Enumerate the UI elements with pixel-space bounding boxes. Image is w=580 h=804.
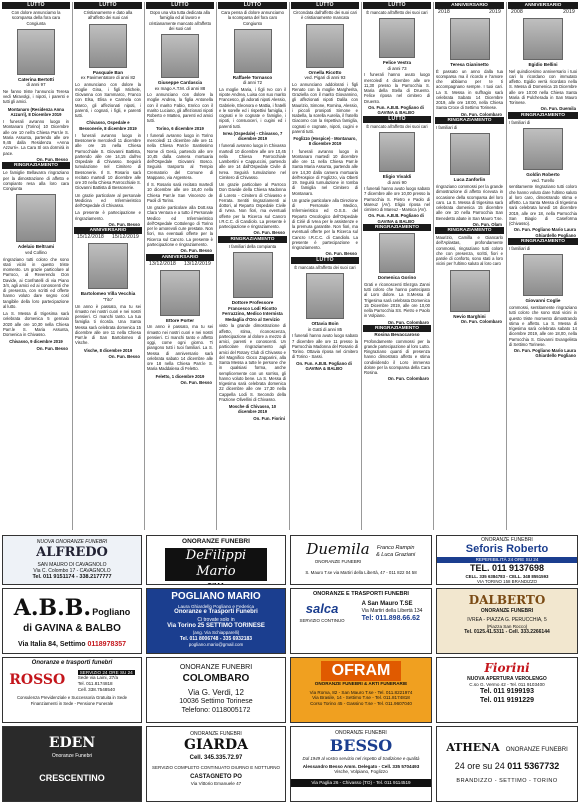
deceased-name: Ettore Porter: [165, 317, 195, 323]
notice-funeral: I funerali avranno luogo in Chivasso martedì 10 dicembre alle ore 10,45 nella Chiesa Parrocchiale Lambertini e Cappuccini, partendo alle ore 14 dall'Ospedale Civile di Ivrea. Seguirà tumulazione nel Cimitero di Chivasso.: [219, 143, 286, 180]
anniversario-header: ANNIVERSARIO: [74, 227, 142, 234]
portrait-photo: [16, 194, 56, 242]
anniversario-header: ANNIVERSARIO: [146, 254, 214, 261]
deceased-age: ex Pavimentatore di anni 82: [80, 75, 136, 81]
ad-giarda[interactable]: [146, 726, 286, 802]
portrait-photo: [306, 273, 344, 319]
ad-brand: Duemila: [306, 540, 370, 558]
notice-funeral: I funerali avranno luogo in Montanaro (Torino) 10 Dicembre alle ore 10 nell'a Chiesa Parr.le S. Maria Assunta, partendo alle ore 9,45 dalla Residenza «Anna Azzurri». La Cara Sl ora dormirà in pace.: [3, 119, 69, 156]
ad-brand: ALFREDO: [36, 545, 108, 561]
funeral-home-signature: On. Fun. Besso: [36, 156, 68, 162]
funeral-home-signature: On. Fun. Besso: [36, 345, 68, 351]
funeral-home-signature: On. Fun. Colombaro: [387, 376, 429, 382]
funeral-home-signature: On. Fun. Besso: [108, 221, 140, 227]
notice-body: I funerali hanno avuto luogo sabato 7 dicembre alle ore 11 presso la Parrocchia Madonna del Rosario di Torino. Ottavia riposa nel cimitero di Torino - Sassi.: [292, 333, 358, 360]
ad-brand: DeFilippi Mario: [165, 548, 267, 581]
ad-address: Via G. Verdi, 12: [188, 688, 244, 698]
ad-duemila[interactable]: [290, 535, 432, 585]
notice-body: Grati e riconoscenti Elezgra Zanni tutti coloro che hanno partecipato al Loro dolore. La S.Messa di Trigesima sarà celebrata Domenica 15 Dicembre 2019, alle ore 10,00 nella Parrocchia SS. Pietro e Paolo in Volpiano.: [364, 281, 430, 319]
notice-body: visto la grande dimostrazione di affetto, stima, riconoscenza, partecipazione al dolore a mezzo di amici, parenti e conoscenti. Un particolare ringraziamento agli amici del Rotary Club di Chivasso e del Magnifico Gioco Zapparini, alla Santa Messa a tutte le persone che in qualsiasi forma, anche semplicemente con un sorriso, gli hanno voluto bene. La S. Messa di trigesima sarà celebrata domenica 22 dicembre alle ore 17,30 nella Cappella Lodi S. Secondo della Frazione Olivellini di Chivasso.: [219, 323, 286, 402]
lutto-header: LUTTO: [2, 2, 70, 9]
ad-address: Via Roma, 82 - San Mauro T.se - Tel. 011.8221974: [309, 689, 413, 695]
ad-besso[interactable]: [290, 726, 432, 802]
notice-funeral: I funerali avranno luogo in Bessonerie mercoledì 11 dicembre alle ore 15 nella Chiesa Parrocchiale S. Giovanni Battista, partendo alle ore 14,15 dall'ex Ospedale di Chivasso. Seguirà tumulazione nel Cimitero di Bessonerie. Il S. Rosario sarà recitato martedì 10 dicembre alle ore 20 nella Chiesa Parrocchiale S. Giovanni Battista di Bessonerie.: [75, 132, 141, 191]
portrait-photo: [450, 133, 490, 175]
ad-ofram[interactable]: [290, 657, 432, 723]
deceased-title: Francesco Lodi Ricotto Ferrazzino, Medico Internista Medaglia d'Oro al Servizio: [222, 305, 283, 322]
ad-defilippi[interactable]: [146, 535, 286, 585]
ad-line: SERVIZIO COMPLETO CONTINUATO DIURNO E NOTTURNO: [152, 765, 280, 771]
ad-line: CASTAGNETO PO: [190, 773, 242, 780]
ad-phone: Tel. 0125.41.5311 - Cell. 333.2266144: [464, 629, 550, 636]
ad-address: IVREA - PIAZZA G. PERUCCHIA, 5: [467, 617, 547, 624]
ad-line: REPERIBILITÀ 24 ORE SU 24: [437, 557, 577, 563]
ringraziamento-intro: I familiari della compianta: [228, 243, 277, 249]
ad-brand: BESSO: [329, 736, 393, 756]
deceased-name: Goldin Roberto: [526, 172, 560, 178]
ad-phone: Tel. 011 9191229: [480, 696, 534, 704]
ad-address: C.so G. Vermo 42 - Tel. 011 9103400: [469, 682, 545, 688]
notice-body: Un anno è passato, ma tu sei rimasto nei nostri cuori e nei nostri pensieri. Ci manchi tanto. La tua famiglia ti ricorda. Una Santa Messa sarà celebrata domenica 15 dicembre alle ore 11 nella Chiesa Parr.le di San Bartolomeo di Vische.: [75, 303, 141, 346]
ad-line: Dal 1949 al vostro servizio nel rispetto di tradizione e qualità: [302, 756, 420, 762]
ad-line: ONORANZE E TRASPORTI FUNEBRI: [313, 591, 409, 597]
ad-address: Via Paglia 26 - Chivasso (TO) - Tel. 011 9114519: [291, 779, 431, 787]
ad-line: Onoranze e trasporti funebri: [31, 660, 113, 666]
deceased-name: Domenica Gorino: [377, 275, 417, 281]
ringraziamento-header: RINGRAZIAMENTO: [508, 238, 578, 245]
notice-body: Lo annunciano addolorati i figli Renato con la moglie Margherita, Graziella con il marito Giovannino, gli affezionati nipoti Dalila con Maurizio, Simone, Romina, Alessio, i piccoli pronipoti Simone e Isabella, la sorella Aurelia, il fratello Giacomo con la rispettiva famiglia, cognati e cognate, nipoti, cugini e parenti tutti.: [292, 81, 358, 134]
deceased-name: Raffaele Tornasco: [232, 74, 273, 80]
ad-brand: EDEN: [48, 735, 96, 751]
ad-line: ONORANZE FUNEBRI: [314, 558, 362, 564]
ad-salca[interactable]: [290, 588, 432, 654]
ad-phone: Telefono: 0118005172: [181, 707, 251, 714]
lutto-header: LUTTO: [363, 116, 431, 123]
notice-funeral: I funerali avranno luogo in Montanaro martedì 10 dicembre alle ore 11 nella Chiesa Parr.le Santa Maria Assunta, partendo alle ore 14,30 dalla camera mortuaria dell'Hospice di Foglizzo, via Oberti 19. Seguirà tumulazione in tomba di famiglia nel Cimitero di Montanaro.: [292, 148, 358, 196]
ad-phone: TEL. 011 9137698: [469, 562, 545, 573]
portrait-photo: [160, 270, 200, 316]
deceased-detail: ved Collino: [25, 250, 47, 256]
ringraziamento-intro: I familiari di: [436, 125, 458, 131]
notice-date: Mosche di Chivasso, 10 dicembre 2019: [228, 404, 277, 415]
ad-line: ONORANZE FUNEBRI: [182, 538, 250, 545]
notice-funeral: I funerali avranno luogo in Torino mercoledì 11 dicembre alle ore 11 nella Chiesa Parr.le Santissimo Nome di Gesù, partendo alle ore 10,45 dalla camera mortuaria dell'Ospedale Giovanni Bosco. Seguirà trasporto al Tempio Crematorio del Comune di Mappano, via Argentera.: [147, 132, 213, 180]
ringraziamento-header: RINGRAZIAMENTO: [363, 224, 431, 231]
notice-intro: Circondata dall'affetto dei suoi cari è cristianamente mancata: [293, 10, 357, 21]
notice-body: Un anno è passato, ma tu sei rimasto nei nostri cuori e nei nostri pensieri. Ci manchi tanto e affetto oggi, come ogni giorno. Ti piangono tutti i tuoi familiari. La S. Messa di anniversario sarà celebrata sabato 14 dicembre alle ore 18 nella Chiesa Parr.le S. Maria Maddalena di Feletto.: [147, 324, 213, 372]
ad-pogliano-mario[interactable]: [146, 588, 286, 654]
funeral-home-signature: On. Fun. Besso: [325, 251, 357, 257]
notice-thanks: Un grazie particolare alla Direzione di Personale Medico, Infermieristico ed O.S.S. del Reparto Oncologico dell'Ospedale di Ciriè di Ivrea per le assistenze e la premura garantite. Non fiori, ma eventuali offerte per la Ricerca sul Cancro I.R.C.C. di Candiolo. La presente è partecipazione e ringraziamento.: [292, 197, 358, 251]
deceased-nickname: "Tito": [102, 297, 114, 303]
lutto-header: LUTTO: [74, 2, 142, 9]
ad-address: Via Brasile, 14 - Settimo T.se - Tel. 011.8174818: [312, 695, 410, 701]
notice-intro: È mancato all'affetto dei suoi cari: [366, 10, 428, 15]
ad-line: Consulenza Previdenziale e Successoria Gratuita in Sede: [16, 695, 128, 701]
funeral-home-signature: On. Fun. Olam: [472, 221, 502, 227]
ad-line: [147, 583, 285, 585]
portrait-photo: [306, 24, 344, 68]
ad-address: Via Vittorio Emanuele 47: [190, 781, 242, 787]
ad-line: Ci trovate solo in: [197, 616, 235, 623]
ad-rosso[interactable]: [2, 657, 142, 723]
deceased-name: Giovanni Coglie: [525, 298, 561, 304]
ringraziamento-intro: I familiari di: [509, 246, 531, 252]
deceased-name: Ornella Ricotto: [308, 69, 342, 75]
notice-body: commossi, sentitamente ringraziano tutti coloro che sono stati vicini in questo triste momento dimostrando stima e affetto. La S. Messa di trigesima sarà celebrata sabato 14 dicembre 2019, alle ore 18,00, nella Parrocchia S. Giovanni Evangelista di Settimo Torinese.: [509, 305, 577, 347]
deceased-age: in Gatti di anni 85: [307, 326, 343, 332]
anniversary-end: 13/12/2019: [183, 260, 211, 267]
ad-line: Onoranze e Trasporti Funebri: [174, 609, 258, 616]
ad-brand: POGLIANO MARIO: [171, 591, 261, 602]
notice-body: ringraziano commossi per la grande dimostrazione di affetto ricevuta in occasione della scomparsa del loro caro. La S. Messa di trigesima sarà celebrata domenica 15 dicembre alle ore 10 nella Parrocchia San Benedetto abate in San Mauro T.se.: [436, 184, 503, 221]
notice-place: Foglizzo (Hospice) - Montanaro, 8 dicembre 2019: [293, 136, 357, 147]
ad-line: di GAVINA & BALBO: [23, 622, 121, 634]
ad-colombaro[interactable]: [146, 657, 286, 723]
portrait-photo: [233, 252, 273, 298]
ad-brand: Fiorini: [484, 661, 530, 675]
ad-brand: salca: [305, 601, 339, 617]
funeral-home-signature: On. Fun. Duemila: [540, 106, 576, 112]
funeral-home-signature: On. Fun. A.B.B. Pogliano di GAVINA & BALBO: [296, 360, 352, 371]
anniversary-start: 2008: [511, 9, 523, 15]
ad-phone: Alessandro Besso Amm. Delegato - Cell. 335 5704493: [302, 763, 420, 769]
ad-phone: 011 5367732: [507, 760, 560, 771]
funeral-home-signature: On. Fun. Colombaro: [460, 319, 502, 325]
ad-brand: A.B.B.: [13, 595, 92, 621]
ad-line: SERVIZIO CONTINUO: [299, 617, 345, 623]
deceased-name: Adelaio Beltrami: [17, 244, 55, 250]
ad-line: SAN MAURO DI CAVAGNOLO: [37, 561, 107, 568]
deceased-name: Ottavia Boin: [311, 321, 339, 327]
portrait-photo: [523, 18, 563, 60]
ad-line: 24 ore su 24: [454, 760, 505, 771]
anniversary-years: [435, 9, 504, 16]
anniversary-end: 2019: [563, 9, 575, 15]
ad-phone: Cell. 345.335.72.97: [189, 754, 243, 761]
funeral-home-signature: On. Fun. Besso: [180, 248, 212, 254]
portrait-photo: [88, 243, 128, 289]
portrait-photo: [89, 24, 127, 68]
deceased-name: Teresa Gianinetto: [450, 62, 489, 67]
notice-body: La moglie Maria, i figli Ivo con il nipote Andrea, Luisa con suo marito Francesco, gli adorati nipoti Alessio, Gabriele, Eleonora e Mattia, i fratelli e le sorelle ed i rispettivi famiglia, i cognati e le cognate e famiglie, i nipoti, i consuoceri, i cugini ed i parenti tutti.: [219, 86, 286, 129]
funeral-home-signature: On. Fun. Besso: [253, 230, 285, 236]
portrait-photo: [450, 18, 490, 60]
notice-place: Montanaro (Residenza Anna Azzurri), 8 Dicembre 2019: [7, 106, 65, 117]
funeral-home-signature: On. Fun. Colombaro: [387, 319, 429, 325]
ad-seforis[interactable]: [436, 535, 578, 585]
notice-intro: Cara pensa di dolore annunciamo la scomparsa del fora caro Congiunto: [221, 10, 284, 26]
ad-phone: Tel. 011 9151174 - 338.2177777: [32, 574, 112, 580]
column-8: [508, 2, 578, 359]
notice-intro: È mancata all'affetto dei suoi cari: [294, 264, 356, 270]
ad-line: (ang. Via Schiapparelli): [192, 630, 240, 636]
deceased-age: di anni 72: [242, 80, 263, 86]
ad-brand: Seforis Roberto: [465, 543, 549, 556]
anniversary-start: 13/12/2018: [149, 260, 177, 267]
ad-eden[interactable]: [2, 726, 142, 802]
ad-line: ONORANZE FUNEBRI & ARTI FUNERARIE: [314, 681, 408, 686]
ad-address: Corso Torino 45 - Gassino T.se - Tel. 011.9607040: [310, 701, 412, 707]
column-4: [218, 2, 287, 421]
notice-intro: Con dolore annunciamo la scomparsa della fora cara Congiunta: [11, 10, 61, 26]
notice-intro: È mancato all'affetto dei suoi cari: [366, 123, 428, 129]
notice-body: I funerali hanno avuto luogo sabato 7 dicembre alle ore 10,00 presso la Parrocchia S. Pietro e Paolo di Mareuz (AV). Eligio riposa nel cimitero di Mareuz - Marsica (AV).: [364, 186, 430, 213]
ad-line: NUOVA APERTURA VEROLENGO: [467, 676, 547, 682]
notice-body: È passato un anno dalla tua scomparsa ma il ricordo e l'amore che abbiamo per te ti accompagnano sempre. I tuoi cari. La S. Messa in suffragio sarà celebrata Sabato 14 Dicembre 2019, alle ore 18:00, nella Chiesa Santa Croce di Settimo Torinese.: [436, 68, 503, 111]
deceased-age: ex mago A.T.M. di anni 88: [154, 85, 206, 91]
ad-address: Via C. Colombo 17 - CAVAGNOLO: [33, 567, 111, 574]
funeral-home-ads: [0, 535, 580, 804]
notice-body: I funerali hanno avuto luogo mercoledì 4 dicembre alle ore 11,30 presso la Parrocchia S. Maria della Stella di Druento. Felice riposa nel cimitero di Druento.: [364, 72, 430, 104]
notice-body: Maurizio, Camilla e Giancarlo dell'Aplastas, profondamente commossi, ringraziano tutti coloro che con presenza, scritti, fiori e parole di conforto, sono stati a loro vicini per l'ultimo saluto al loro caro: [436, 235, 503, 267]
notice-body: Lo annunciano con dolore la moglie Andrea, la figlia Antonella con il marito Fabio, Enrico con il marito Luciano, gli affezionati nipoti Roberto e Matteo, parenti ed amici tutti.: [147, 92, 213, 124]
ad-line: Franco Rampin & Luca Graziani: [376, 545, 416, 559]
column-2: [74, 2, 142, 359]
ad-dalberto[interactable]: [436, 588, 578, 654]
ad-address: VIA TORINO 158 BRANDIZZO: [476, 579, 538, 585]
ad-brand: OFRAM: [321, 661, 401, 681]
deceased-name: Bartolomeo Villa Vecchia: [80, 291, 136, 297]
ad-brand: GIARDA: [183, 737, 248, 754]
ad-line: ONORANZE FUNEBRI: [481, 537, 533, 543]
ringraziamento-header: RINGRAZIAMENTO: [2, 162, 70, 169]
notice-body: ringraziano tutti coloro che sono stati vicini in questo triste momento. Un grazie particolare al Parroco, al Reverendo Don Davide, ai Confratelli di via Piano 3/4, agli amici ed ai conoscenti che di presenza, con scritti ed offerte hanno voluto dare segno così tangibile della loro partecipazione al lutto.: [3, 256, 69, 309]
deceased-name: Pasquale Ban: [92, 69, 124, 75]
ad-phone: Tel. 011 8006748 - 335 6932183: [179, 636, 253, 643]
funeral-home-signature: On. Fun. Pogliano Mario Laura Ghiardello Pogliano: [513, 348, 576, 359]
ad-address: Sede via Laini, 27/a: [77, 675, 119, 681]
column-7: [435, 2, 504, 325]
deceased-age: di anni 73: [387, 65, 407, 71]
ad-line: Vische, Volpiano, Foglizzo: [334, 769, 388, 775]
notice-body: Lo annunciano con dolore la moglie Gina, i figli Michele, Giovanna con Sammarco, Franco con Elsa, Elisa e Carmela con Marco, gli affezionati nipoti, i parenti, i cognati, i figli, e parenti tutti.: [75, 81, 141, 119]
ad-address: Via Italia 84, Settimo: [17, 641, 86, 648]
ad-line: Pogliano: [92, 607, 131, 617]
deceased-name: Nevio Barghini: [453, 313, 486, 319]
funeral-home-signature: On. Fun. Colombaro: [460, 111, 502, 117]
portrait-photo: [234, 29, 272, 73]
portrait-photo: [523, 128, 563, 170]
lutto-header: LUTTO: [146, 2, 214, 9]
portrait-photo: [450, 270, 490, 312]
ad-fiorini[interactable]: [436, 657, 578, 723]
notice-mass: La S. Messa di trigesima sarà celebrata domenica 5 gennaio 2020 alle ore 10,30 nella Chiesa Parr.le S. Maria Assunta, Domenica in Chivasso.: [3, 311, 69, 338]
deceased-name: Eligio Vivaldi: [382, 173, 412, 179]
ad-line: Onoranze Funebri: [51, 752, 93, 759]
ad-phone: Tel: 011.898.66.62: [361, 614, 420, 622]
ad-address: Via Martiri della Libertà 134: [361, 608, 423, 615]
ad-line: SERVIZIO 24 ORE SU 24: [79, 669, 133, 675]
notice-closing: La presente è partecipazione e ringraziamento.: [75, 210, 141, 221]
lutto-header: LUTTO: [363, 2, 431, 9]
deceased-age: di anni 90: [387, 179, 407, 185]
ad-phone: Tel. 011.8174818: [77, 680, 113, 686]
ringraziamento-header: RINGRAZIAMENTO: [218, 236, 287, 243]
ringraziamento-header: RINGRAZIAMENTO: [435, 117, 504, 124]
notice-body: Nel quindicesimo anniversario i tuoi cari lo ricordano con immutato affetto. Egidio verrà ricordato nella S. Messa di Domenica 15 Dicembre alle ore 10:00 nella Chiesa Santa Maria di Pulcherada in San Mauro Torinese.: [509, 68, 577, 106]
notice-rosary: Il S. Rosario sarà recitato martedì 10 dicembre alle ore 18,40 nella Chiesa Parr.le San Vincenzo de Paoli di Torino.: [147, 182, 213, 203]
notice-place: Chivasso, Ospedale e Bessonerie, 8 dicembre 2019: [79, 120, 137, 131]
ad-line: A San Mauro T.SE: [361, 600, 413, 607]
portrait-photo: [379, 132, 415, 172]
funeral-home-signature: On. Fun. A.B.B. Pogliano di GAVINA & BALBO: [368, 104, 424, 116]
column-3: [146, 2, 214, 385]
deceased-age: ved. Pigari di anni 93: [304, 75, 346, 81]
deceased-name: Rosina Bevaccaroso: [374, 332, 420, 337]
anniversario-header: ANNIVERSARIO: [508, 2, 578, 9]
anniversary-end: 2019: [489, 9, 501, 15]
ad-phone: 0118978357: [87, 641, 127, 648]
ad-line: Laura Ghiardello Pogliano e Federica: [177, 603, 255, 609]
ad-phone: CELL. 335 6384783 - CELL. 348 8551593: [465, 573, 549, 579]
ad-email: pogliano.mario@gmail.com: [188, 642, 244, 648]
ad-phone: Cell. 338.7548540: [77, 686, 115, 692]
ad-line: CRESCENTINO: [39, 772, 105, 783]
funeral-home-signature: On. Fun. A.B.B. Pogliano di GAVINA & BALBO: [368, 213, 424, 224]
funeral-home-signature: On. Fun. Besso: [180, 379, 212, 385]
notice-body: sentitamente ringraziano tutti coloro che hanno voluto dare l'ultimo saluto al loro caro, dimostrando stima e affetto. La Santa Messa di trigesima sarà celebrata lunedì 16 dicembre 2019, alle ore 18, nella Parrocchia San Biagio di Caseforma (Chivasso).: [509, 184, 577, 227]
notice-date: Chivasso, 9 dicembre 2019: [9, 339, 63, 345]
notice-place: Torino, 6 dicembre 2019: [156, 125, 204, 131]
lutto-header: LUTTO: [291, 2, 359, 9]
deceased-detail: ved. Turello: [531, 177, 555, 183]
funeral-home-signature: On. Fun. Fiorini: [253, 415, 285, 421]
ringraziamento-intro: Le famiglie Bellavarra ringraziano per la dimostrazione di affetto e compianto resa alla loro cara Congiunta: [3, 170, 69, 192]
funeral-home-signature: On. Fun. Besso: [108, 353, 140, 359]
ad-phone: Tel. 011 9199193: [480, 687, 534, 695]
ad-brand: COLOMBARO: [182, 672, 250, 684]
notice-intro: Dopo una vita tutta dedicata alla famiglia ed al lavoro e cristianamente mancato all'affetto dei suoi cari: [148, 10, 212, 31]
ringraziamento-intro: I familiari di: [509, 119, 531, 125]
deceased-name: Dottore Professore: [231, 300, 274, 306]
deceased-name: Felice Vestra: [382, 60, 412, 66]
anniversary-dates: [146, 261, 214, 268]
lutto-header: LUTTO: [291, 257, 359, 264]
ad-line: ONORANZE FUNEBRI: [480, 608, 534, 614]
ad-address: Via Torino 25 SETTIMO TORINESE: [167, 622, 265, 629]
notice-body: Ne fanno triste l'annuncio Teresa vedi Miravolgi, i nipoti, i parenti e tutti gli amici.: [3, 88, 69, 105]
lutto-header: LUTTO: [218, 2, 287, 9]
deceased-name: Luca Zanforlin: [453, 177, 486, 183]
column-5: [291, 2, 359, 371]
anniversary-start: 2018: [438, 9, 450, 15]
notice-date: Feletto, 1 dicembre 2019: [155, 373, 205, 379]
notice-thanks: Un grazie particolare al Parroco Don Davide della Chiesa Madonna di Loreto - Cimitero di Chivasso e Ferrata. Sentiti ringraziamenti ai dottori, al Reparto Ospedale Civile di Ivrea. Non fiori, ma eventuali offerte per la Ricerca sul Cancro I.R.C.C. di Candiolo. La presente è partecipazione e ringraziamento.: [219, 182, 286, 230]
notice-intro: Cristianamente e dato alla all'affetto dei suoi cari: [83, 10, 133, 21]
ringraziamento-header: RINGRAZIAMENTO: [363, 325, 431, 332]
ad-address: BRANDIZZO - SETTIMO - TORINO: [456, 778, 558, 784]
anniversary-start: 15/12/2018: [77, 234, 105, 241]
deceased-age: di anni 97: [26, 82, 46, 88]
ad-line: ONORANZE FUNEBRI: [335, 730, 387, 736]
ad-abb-pogliano[interactable]: [2, 588, 142, 654]
anniversary-years: [508, 9, 578, 16]
funeral-home-signature: On. Fun. Pogliano Mario Laura Ghiardello Pogliano: [513, 227, 576, 238]
notice-thanks: Un grazie particolare al personale Medicina ed Infermieristico dell'Ospedale di Chivasso.: [75, 192, 141, 209]
anniversary-dates: [74, 234, 142, 241]
ad-alfredo[interactable]: [2, 535, 142, 585]
ad-address: (Piazza San Rocco): [486, 623, 528, 629]
ringraziamento-header: RINGRAZIAMENTO: [435, 227, 504, 234]
deceased-name: Giuseppe Cardascia: [157, 80, 203, 85]
anniversario-header: ANNIVERSARIO: [435, 2, 504, 9]
portrait-photo: [161, 34, 199, 78]
portrait-photo: [379, 18, 415, 58]
portrait-photo: [523, 254, 563, 296]
deceased-name: Caterina Bertotti: [18, 76, 54, 82]
notice-date: Vische, 8 dicembre 2019: [83, 347, 133, 353]
ad-address: 10036 Settimo Torinese: [179, 698, 253, 706]
ad-line: ONORANZE FUNEBRI: [179, 664, 253, 671]
notice-thanks: Un grazie particolare alla Dott.ssa Clara Ventura e a tutto il Personale Medico ed Infermieristico dell'Ospedale Cottolengo di Torino per le amorevoli cure prestate. Non fiori, ma eventuali offerte per la Ricerca sul Cancro. La presente è partecipazione e ringraziamento.: [147, 205, 213, 247]
ad-brand: ROSSO: [9, 672, 66, 689]
portrait-photo: [17, 29, 55, 75]
ad-line: NUOVA ONORANZE FUNEBRI: [36, 539, 108, 545]
ad-brand: ATHENA: [446, 741, 500, 754]
notice-place: Ivrea (Ospedale) - Chivasso, 7 dicembre 2019: [222, 130, 283, 142]
ad-athena[interactable]: [436, 726, 578, 802]
column-6: [363, 2, 431, 382]
portrait-photo: [379, 233, 415, 273]
ad-brand: DALBERTO: [468, 593, 546, 607]
deceased-name: Egidio Bellini: [528, 62, 558, 67]
anniversary-end: 15/12/2019: [111, 234, 139, 241]
ad-line: ONORANZE FUNEBRI: [190, 731, 242, 737]
ringraziamento-header: RINGRAZIAMENTO: [508, 112, 578, 119]
column-1: [2, 2, 70, 351]
ad-line: ONORANZE FUNEBRI: [505, 747, 568, 753]
ad-line: Finanziamenti in Sede - Pensione Funerale: [30, 700, 114, 706]
notice-body: Profondamente commossi per la grande partecipazione al loro Lutto. Ringraziano quanti di presenza hanno dimostrato affetto e stima condividendo il Loro immenso dolore per la scomparsa della Cara Rosina.: [364, 338, 430, 376]
ad-address: S. Mauro T.se via Martiri della Libertà, 47 - 011 822 04 58: [305, 570, 417, 576]
